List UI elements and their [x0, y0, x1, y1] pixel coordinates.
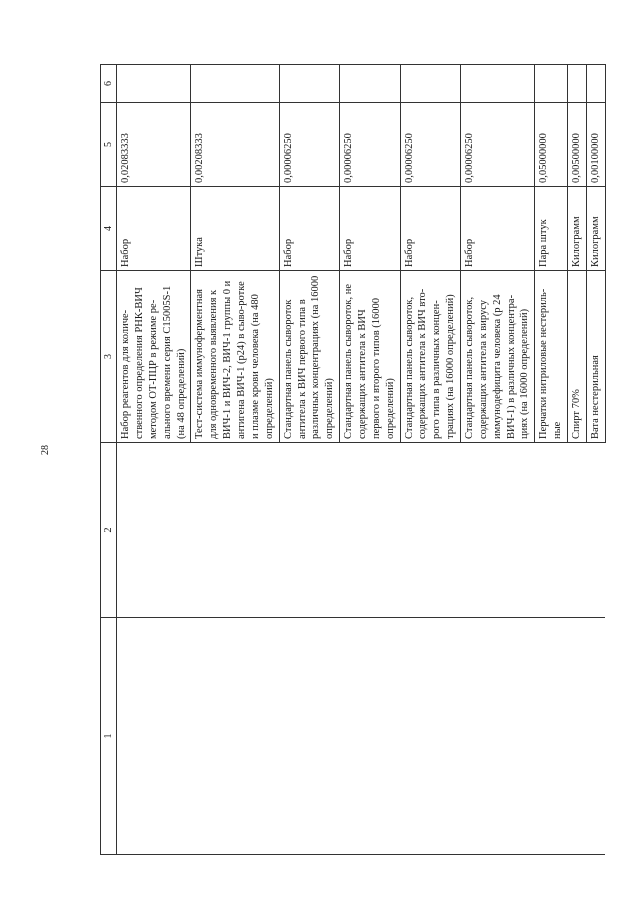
cell-unit: Набор	[400, 187, 460, 271]
header-col-1: 1	[101, 618, 117, 855]
rotated-table-container	[100, 65, 601, 855]
cell-quantity: 0,00006250	[460, 103, 534, 187]
table-body	[117, 65, 606, 855]
header-col-2: 2	[101, 443, 117, 618]
cell-name: Спирт 70%	[567, 271, 586, 443]
cell-unit: Набор	[340, 187, 400, 271]
materials-table	[100, 64, 606, 855]
cell-name: Стандартная панель сывороток антитела к ВИЧ первого типа в различных концентрациях (на 16000 определений)	[279, 271, 339, 443]
header-col-4: 4	[101, 187, 117, 271]
cell-col-6	[586, 65, 605, 103]
cell-col-6	[460, 65, 534, 103]
cell-name: Стандартная панель сывороток, содержащих антитела к ВИЧ вто-рого типа в различных концен-трациях (на 16000 определений)	[400, 271, 460, 443]
cell-col-6	[191, 65, 279, 103]
cell-name: Перчатки нитриловые нестериль-ные	[535, 271, 568, 443]
cell-unit: Набор	[117, 187, 191, 271]
cell-col-6	[400, 65, 460, 103]
cell-col-6	[340, 65, 400, 103]
header-row	[101, 65, 117, 855]
cell-quantity: 0,00006250	[279, 103, 339, 187]
cell-unit: Пара штук	[535, 187, 568, 271]
cell-col-6	[117, 65, 191, 103]
cell-name: Набор реагентов для количе-ственного определения РНК-ВИЧ методом ОТ-ПЦР в режиме ре-ального времени серия С15005S-1 (на 48 определений)	[117, 271, 191, 443]
cell-quantity: 0,00100000	[586, 103, 605, 187]
table-row	[117, 65, 191, 855]
cell-col-6	[279, 65, 339, 103]
header-col-6: 6	[101, 65, 117, 103]
header-col-5: 5	[101, 103, 117, 187]
cell-col-1	[117, 618, 606, 855]
cell-unit: Набор	[460, 187, 534, 271]
header-col-3: 3	[101, 271, 117, 443]
cell-col-6	[535, 65, 568, 103]
cell-quantity: 0,05000000	[535, 103, 568, 187]
cell-quantity: 0,00500000	[567, 103, 586, 187]
cell-quantity: 0,00006250	[340, 103, 400, 187]
cell-unit: Штука	[191, 187, 279, 271]
cell-unit: Набор	[279, 187, 339, 271]
cell-unit: Килограмм	[586, 187, 605, 271]
cell-col-2	[117, 443, 606, 618]
cell-quantity: 0,00208333	[191, 103, 279, 187]
cell-col-6	[567, 65, 586, 103]
cell-name: Тест-система иммуноферментная для одновременного выявления к ВИЧ-1 и ВИЧ-2, ВИЧ-1 группы 0 и антигена ВИЧ-1 (р24) в сыво-ротке и плазме крови человека (на 480 определений)	[191, 271, 279, 443]
cell-name: Стандартная панель сывороток, не содержащих антитела к ВИЧ первого и второго типов (16000 определений)	[340, 271, 400, 443]
cell-quantity: 0,00006250	[400, 103, 460, 187]
page-number: 28	[40, 445, 51, 455]
cell-unit: Килограмм	[567, 187, 586, 271]
cell-quantity: 0,02083333	[117, 103, 191, 187]
cell-name: Стандартная панель сывороток, содержащих антитела к вирусу иммунодефицита человека (р 24 ВИЧ-1) в различных концентра-циях (на 16000 определений)	[460, 271, 534, 443]
cell-name: Вата нестерильная	[586, 271, 605, 443]
